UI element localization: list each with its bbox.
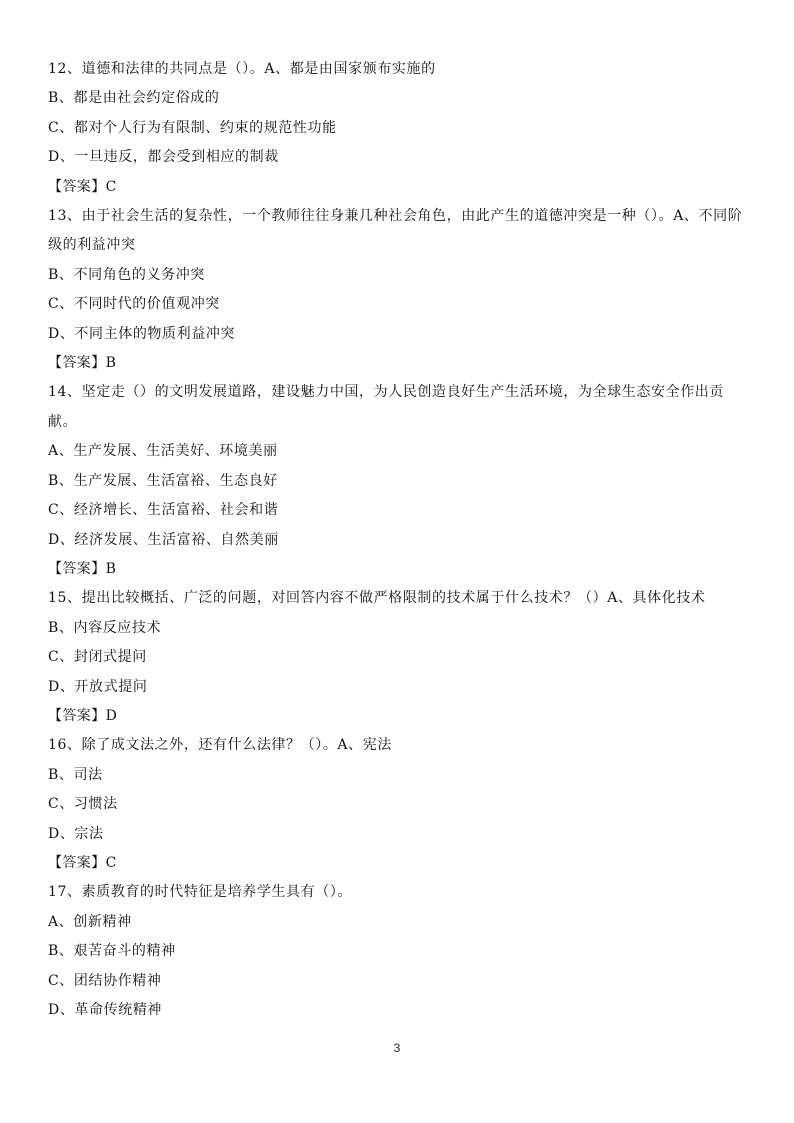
answer-label: 【答案】C — [48, 178, 117, 195]
page-number: 3 — [393, 1041, 401, 1055]
option-b: B、内容反应技术 — [48, 619, 162, 636]
option-c: C、不同时代的价值观冲突 — [48, 296, 220, 313]
option-c: C、团结协作精神 — [48, 972, 162, 989]
question-stem: 13、由于社会生活的复杂性，一个教师往往身兼几种社会角色，由此产生的道德冲突是一种（）。A、不同阶级的利益冲突 — [48, 208, 743, 254]
option-a: A、生产发展、生活美好、环境美丽 — [48, 443, 278, 460]
option-d: D、一旦违反，都会受到相应的制裁 — [48, 149, 279, 166]
option-b: B、艰苦奋斗的精神 — [48, 943, 176, 960]
question-13 — [48, 202, 753, 378]
answer-label: 【答案】B — [48, 560, 117, 577]
document-body — [48, 55, 753, 1025]
question-17 — [48, 878, 753, 1025]
option-d: D、宗法 — [48, 825, 104, 842]
option-c: C、经济增长、生活富裕、社会和谐 — [48, 502, 279, 519]
option-c: C、习惯法 — [48, 796, 118, 813]
option-d: D、开放式提问 — [48, 678, 148, 695]
option-c: C、封闭式提问 — [48, 649, 147, 666]
option-b: B、不同角色的义务冲突 — [48, 266, 205, 283]
answer-label: 【答案】C — [48, 854, 117, 871]
question-stem: 16、除了成文法之外，还有什么法律？（）。A、宪法 — [48, 737, 392, 754]
question-stem: 17、素质教育的时代特征是培养学生具有（）。 — [48, 884, 353, 901]
question-16 — [48, 731, 753, 878]
question-stem: 14、坚定走（）的文明发展道路，建设魅力中国，为人民创造良好生产生活环境，为全球生态安全作出贡献。 — [48, 384, 725, 430]
answer-label: 【答案】D — [48, 707, 118, 724]
option-b: B、生产发展、生活富裕、生态良好 — [48, 472, 278, 489]
option-c: C、都对个人行为有限制、约束的规范性功能 — [48, 119, 337, 136]
option-b: B、司法 — [48, 766, 103, 783]
question-stem: 12、道德和法律的共同点是（）。A、都是由国家颁布实施的 — [48, 61, 436, 77]
question-15 — [48, 584, 753, 731]
question-14 — [48, 378, 753, 584]
question-stem: 15、提出比较概括、广泛的问题，对回答内容不做严格限制的技术属于什么技术？（）A、具体化技术 — [48, 590, 706, 607]
option-d: D、革命传统精神 — [48, 1002, 163, 1018]
option-d: D、不同主体的物质利益冲突 — [48, 325, 236, 342]
option-b: B、都是由社会约定俗成的 — [48, 90, 220, 107]
option-a: A、创新精神 — [48, 913, 132, 930]
option-d: D、经济发展、生活富裕、自然美丽 — [48, 531, 279, 548]
question-12 — [48, 55, 753, 202]
answer-label: 【答案】B — [48, 355, 117, 372]
